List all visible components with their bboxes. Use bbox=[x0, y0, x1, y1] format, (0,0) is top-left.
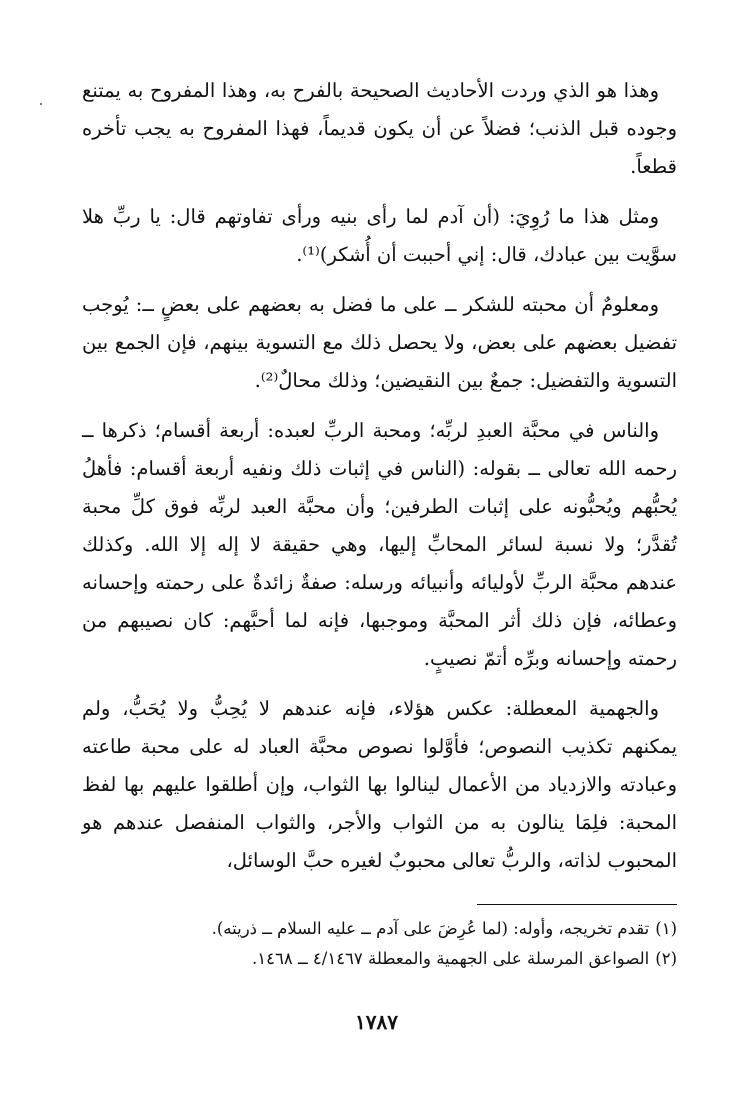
paragraph-3: ومعلومٌ أن محبته للشكر ــ على ما فضل به بعضهم على بعضٍ ــ: يُوجب تفضيل بعضهم على بعض، ولا يحصل ذلك مع التسوية بينهم، فإن الجمع بين التسوية والتفضيل: جمعٌ بين النقيضين؛ وذلك محالٌ⁽²⁾. bbox=[82, 293, 677, 392]
main-text bbox=[82, 72, 677, 892]
footnote-text: تقدم تخريجه، وأوله: (لما عُرِضَ على آدم ــ عليه السلام ــ ذريته). bbox=[211, 919, 650, 938]
page-number: ١٧٨٧ bbox=[355, 1010, 398, 1034]
footnotes bbox=[82, 914, 677, 974]
footnote-separator bbox=[477, 904, 677, 905]
paragraph-5: والجهمية المعطلة: عكس هؤلاء، فإنه عندهم لا يُحِبُّ ولا يُحَبُّ، ولم يمكنهم تكذيب النصوص؛ فأوَّلوا نصوص محبَّة العباد له على محبة طاعته وعبادته والازدياد من الأعمال لينالوا بها الثواب، وإن أطلقوا عليهم بها لفظ المحبة: فلِمَا ينالون به من الثواب والأجر، والثواب المنفصل عندهم هو المحبوب لذاته، والربُّ تعالى محبوبٌ لغيره حبَّ الوسائل، bbox=[82, 697, 677, 872]
footnote-text: الصواعق المرسلة على الجهمية والمعطلة ٤/١٤٦٧ ــ ١٤٦٨. bbox=[252, 949, 650, 968]
footnote-2 bbox=[82, 944, 677, 974]
footnote-number: (٢) bbox=[655, 949, 677, 968]
paragraph-1: وهذا هو الذي وردت الأحاديث الصحيحة بالفرح به، وهذا المفروح به يمتنع وجوده قبل الذنب؛ فضلاً عن أن يكون قديماً، فهذا المفروح به يجب تأخره قطعاً. bbox=[82, 79, 677, 178]
footnote-1 bbox=[82, 914, 677, 944]
scan-speck bbox=[40, 103, 42, 105]
paragraph-2: ومثل هذا ما رُوِيَ: (أن آدم لما رأى بنيه ورأى تفاوتهم قال: يا ربِّ هلا سوَّيت بين عبادك، قال: إني أحببت أن أُشكر)⁽¹⁾. bbox=[82, 205, 677, 266]
paragraph-4: والناس في محبَّة العبدِ لربِّه؛ ومحبة الربِّ لعبده: أربعة أقسام؛ ذكرها ــ رحمه الله تعالى ــ بقوله: (الناس في إثبات ذلك ونفيه أربعة أقسام: فأهلُ يُحبُّهم ويُحبُّونه على إثبات الطرفين؛ وأن محبَّة العبد لربِّه فوق كلِّ محبة تُقدَّر؛ ولا نسبة لسائر المحابِّ إليها، وهي حقيقة لا إله إلا الله. وكذلك عندهم محبَّة الربِّ لأوليائه وأنبيائه ورسله: صفةٌ زائدةٌ على رحمته وإحسانه وعطائه، فإن ذلك أثر المحبَّة وموجبها، فإنه لما أحبَّهم: كان نصيبهم من رحمته وإحسانه وبرِّه أتمّ نصيبٍ. bbox=[82, 419, 677, 670]
footnote-number: (١) bbox=[655, 919, 677, 938]
